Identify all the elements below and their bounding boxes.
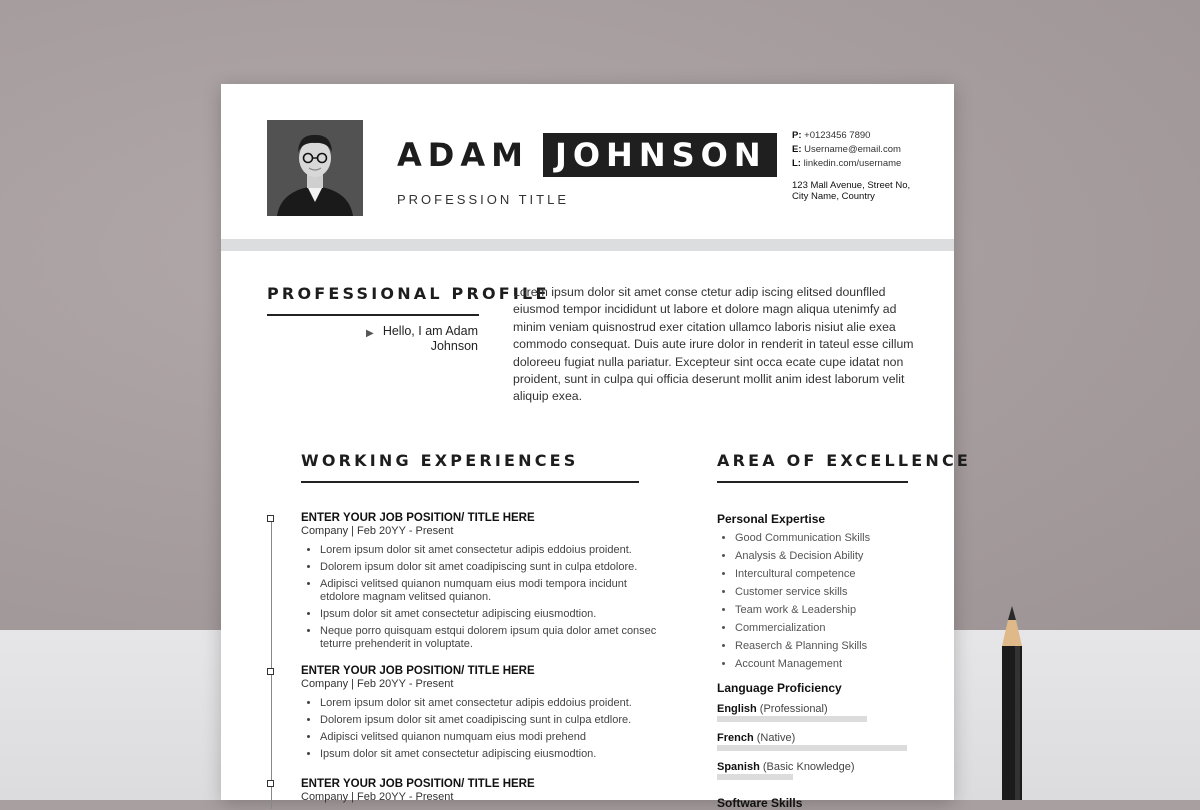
phone-label: P: [792,130,802,141]
software-heading: Software Skills [717,796,803,810]
job-entry-1 [301,512,661,655]
job-meta: Company | Feb 20YY - Present [301,678,454,690]
language-level: (Native) [756,732,796,744]
language-item-english [717,703,917,715]
skills-list [717,532,917,671]
language-bar-fill [717,745,907,751]
skill-item: • Account Management [735,658,917,671]
language-bar-fill [717,716,867,722]
profile-photo [267,120,363,216]
phone-value: +0123456 7890 [804,130,871,141]
job-bullet: • Dolorem ipsum dolor sit amet coadipiscing sunt in culpa etdlore. [320,714,661,727]
timeline-marker-1 [267,515,274,522]
language-item-spanish [717,761,917,773]
language-bar-english [717,716,907,722]
skill-item: • Good Communication Skills [735,532,917,545]
skill-item: • Analysis & Decision Ability [735,550,917,563]
pencil-image [1001,606,1023,800]
profession-title: PROFESSION TITLE [397,192,570,207]
job-title: ENTER YOUR JOB POSITION/ TITLE HERE [301,778,535,790]
last-name-highlight: JOHNSON [543,133,777,177]
job-meta: Company | Feb 20YY - Present [301,525,454,537]
skill-item: • Customer service skills [735,586,917,599]
email-value: Username@email.com [804,144,901,155]
experience-timeline [271,519,272,809]
job-bullet: • Adipisci velitsed quianon numquam eius modi prehend [320,731,661,744]
address-block [792,180,942,202]
excellence-column [717,512,917,810]
email-line [792,143,942,157]
job-meta: Company | Feb 20YY - Present [301,791,454,803]
skill-item: • Intercultural competence [735,568,917,581]
phone-line [792,129,942,143]
header-divider-band [221,239,954,251]
profile-paragraph: Lorem ipsum dolor sit amet conse ctetur adip iscing elitsed dounflled eiusmod tempor incididunt ut labore et dolore magn aliqua utenimfy ad minim veniam quisnostrud exer citation ullamco laboris nisiut alie exea commodo consequat. Duis aute irure dolor in renderit in tateul esse cillum doloreeu fugiat nulla pariatur. Excepteur sint occa ecate cupe idatat non proident, sunt in culpa qui officia deserunt mollit anim idest laborum velit aliquip exea. [513,285,914,404]
full-name [397,130,777,180]
profile-heading: PROFESSIONAL PROFILE [267,284,550,303]
job-bullet: • Adipisci velitsed quianon numquam eius modi tempora incidunt etdolore magnam velitsed quianon. [320,578,661,604]
job-entry-2 [301,665,661,765]
contact-block [792,129,942,202]
excellence-heading: AREA OF EXCELLENCE [717,451,972,470]
linkedin-label: L: [792,158,801,169]
email-label: E: [792,144,802,155]
timeline-marker-3 [267,780,274,787]
timeline-marker-2 [267,668,274,675]
play-triangle-icon: ▶ [366,328,374,339]
language-name: English [717,703,757,715]
job-title: ENTER YOUR JOB POSITION/ TITLE HERE [301,665,535,677]
experience-heading-rule [301,481,639,483]
language-bar-fill [717,774,793,780]
job-title: ENTER YOUR JOB POSITION/ TITLE HERE [301,512,535,524]
language-bar-spanish [717,774,907,780]
job-entry-3 [301,778,661,803]
hello-text: Hello, I am Adam Johnson [382,324,478,353]
first-name: ADAM [397,136,529,174]
language-bar-french [717,745,907,751]
linkedin-value: linkedin.com/username [803,158,902,169]
job-bullet: • Lorem ipsum dolor sit amet consectetur adipis eddoius proident. [320,697,661,710]
resume-header [221,84,954,239]
excellence-heading-rule [717,481,908,483]
language-name: Spanish [717,761,760,773]
person-portrait-icon [267,120,363,216]
language-item-french [717,732,917,744]
personal-expertise-heading: Personal Expertise [717,512,826,526]
job-bullets [301,544,661,651]
skill-item: • Team work & Leadership [735,604,917,617]
job-bullet: • Ipsum dolor sit amet consectetur adipiscing eiusmodtion. [320,608,661,621]
job-bullet: • Neque porro quisquam estqui dolorem ipsum quia dolor amet consec teturre prehenderit in voluptate. [320,625,661,651]
job-bullets [301,697,661,761]
resume-document [221,84,972,810]
language-name: French [717,732,754,744]
address-line-1: 123 Mall Avenue, Street No, [792,180,911,191]
address-line-2: City Name, Country [792,191,875,202]
job-bullet: • Lorem ipsum dolor sit amet consectetur adipis eddoius proident. [320,544,661,557]
language-level: (Professional) [759,703,828,715]
skill-item: • Reaserch & Planning Skills [735,640,917,653]
job-bullet: • Ipsum dolor sit amet consectetur adipiscing eiusmodtion. [320,748,661,761]
profile-heading-rule [267,314,479,316]
skill-item: • Commercialization [735,622,917,635]
language-level: (Basic Knowledge) [762,761,855,773]
linkedin-line [792,157,942,171]
experience-heading: WORKING EXPERIENCES [301,451,579,470]
hello-intro [366,324,478,354]
language-heading: Language Proficiency [717,681,842,695]
job-bullet: • Dolorem ipsum dolor sit amet coadipiscing sunt in culpa etdolore. [320,561,661,574]
